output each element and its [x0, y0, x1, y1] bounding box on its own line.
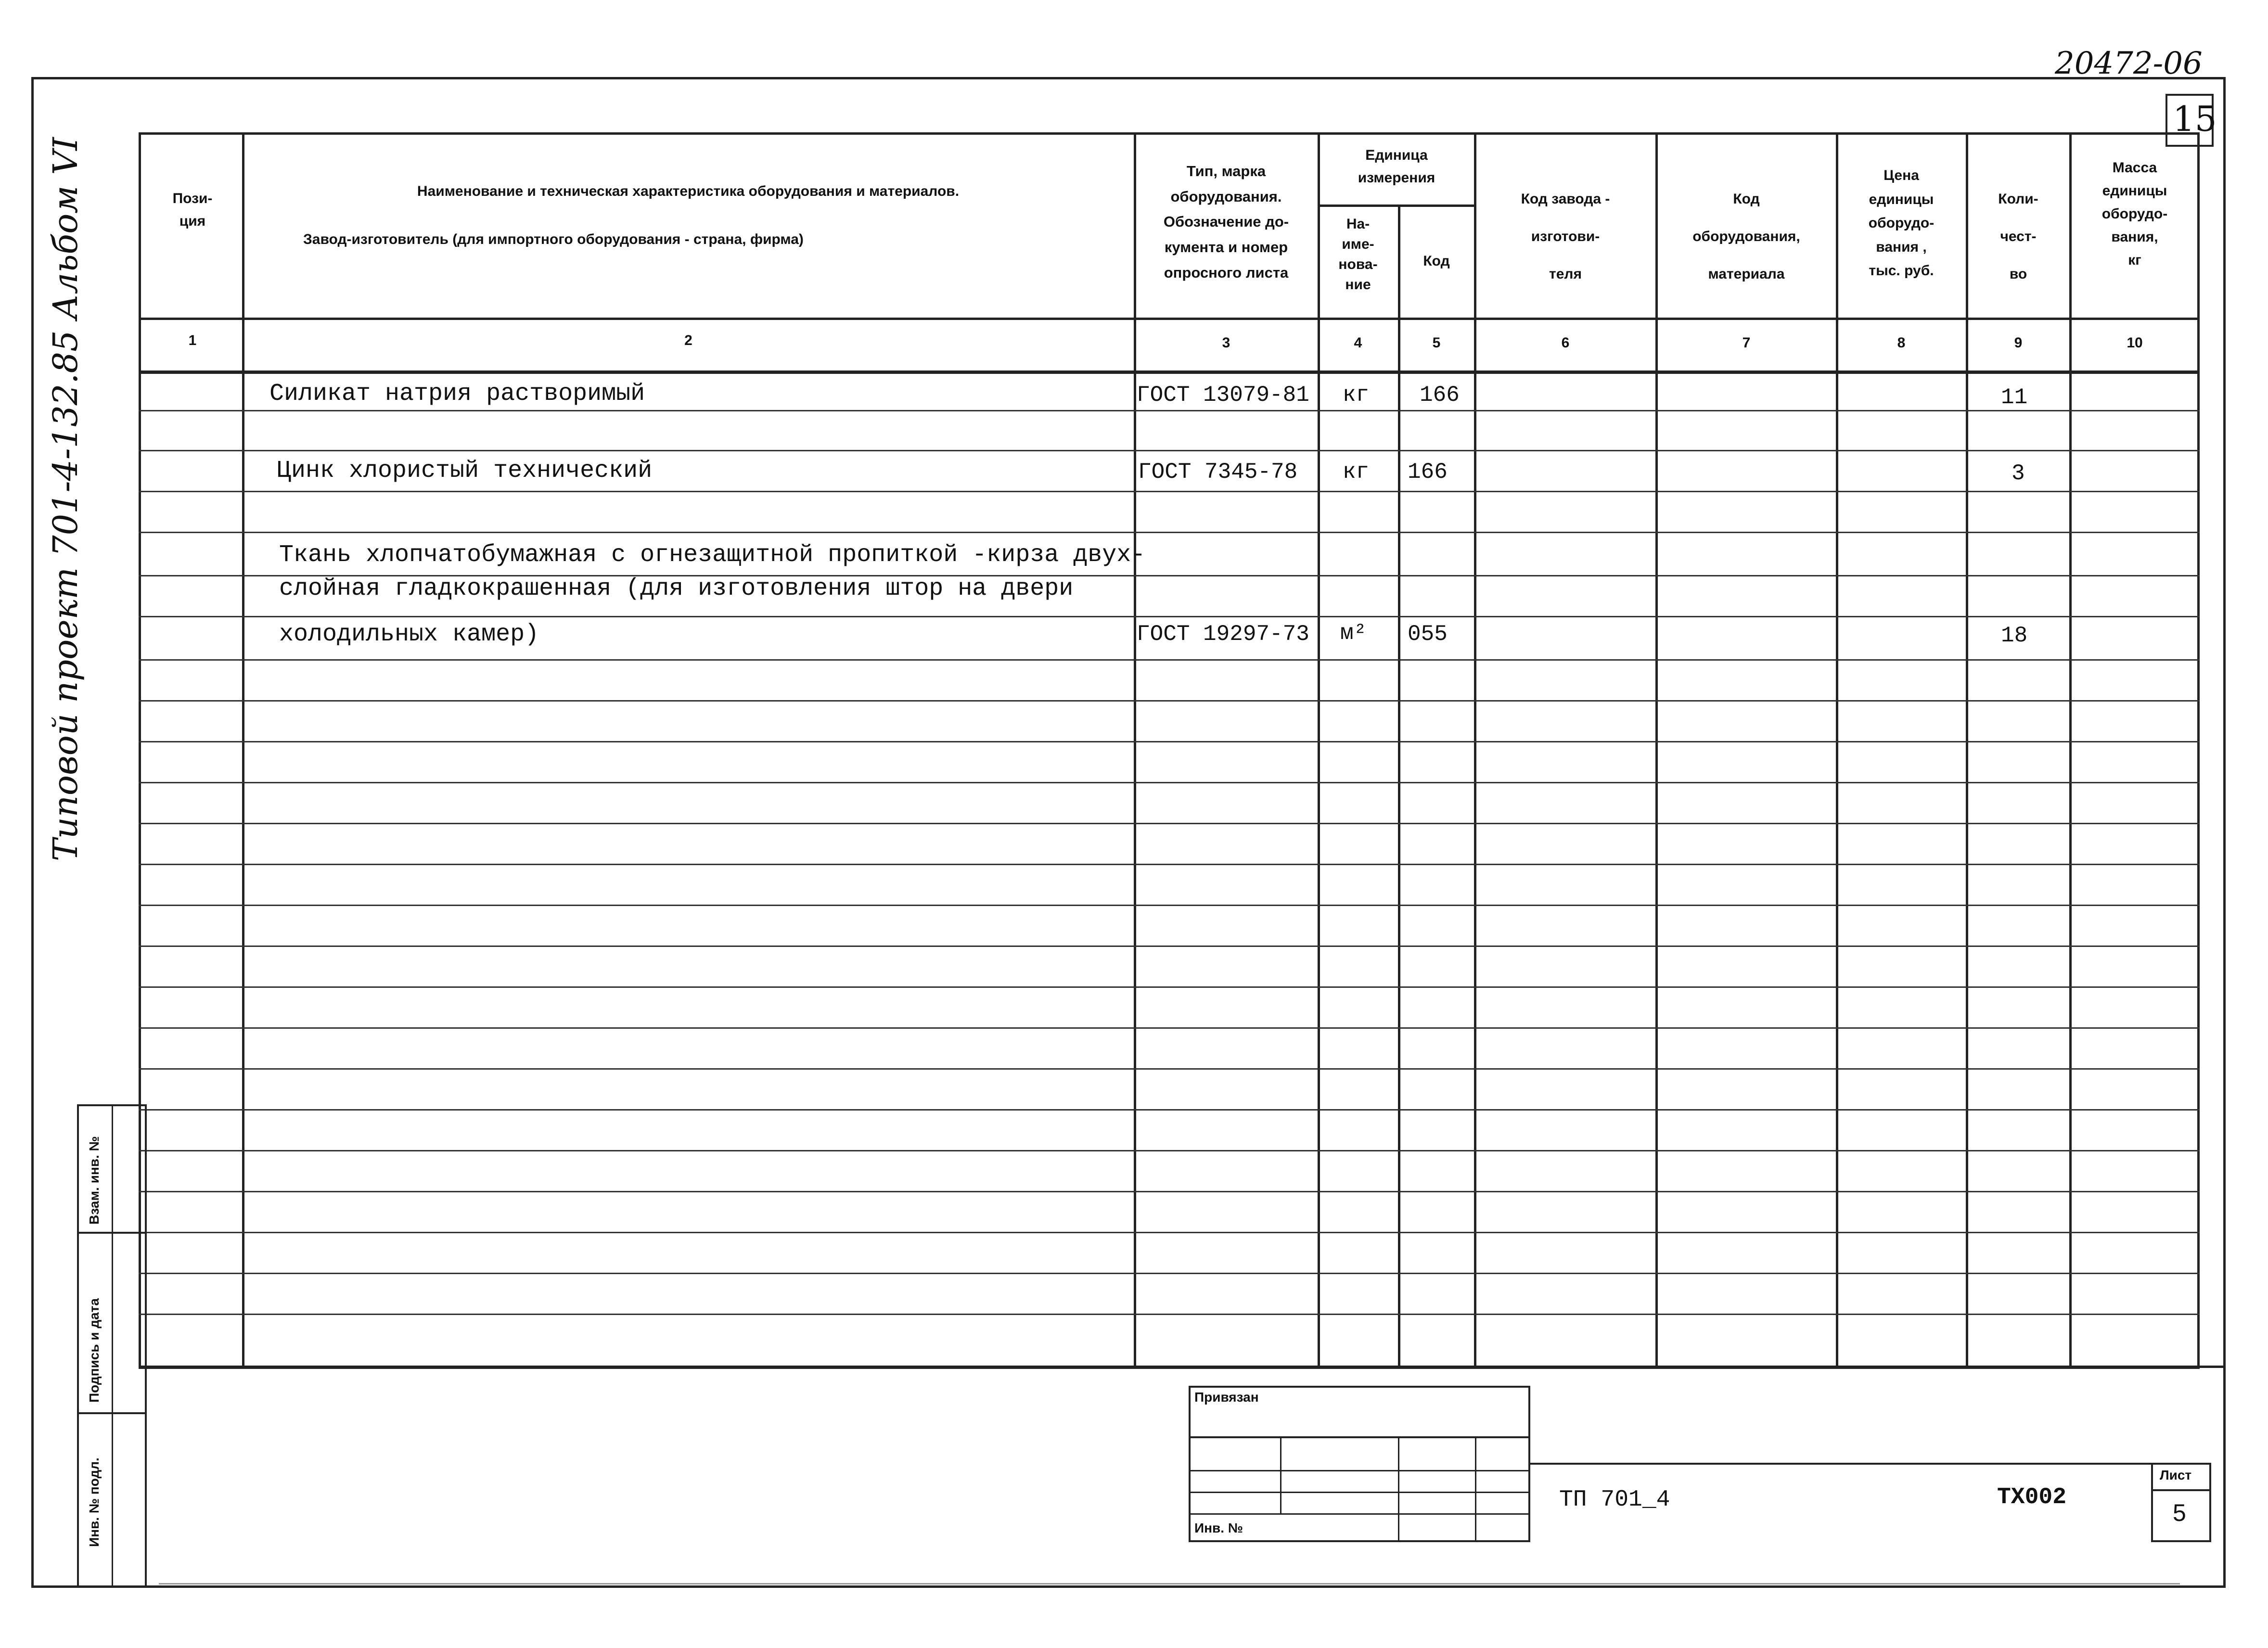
stamp-podpis: Подпись и дата [87, 1298, 102, 1403]
corner-note: 20472-06 [2055, 46, 2203, 81]
row1-qty: 11 [2001, 385, 2028, 410]
header-name-line2: Завод-изготовитель (для импортного оборудования - страна, фирма) [303, 231, 804, 247]
privyazan-label: Привязан [1194, 1390, 1259, 1405]
code-strip-line [1530, 1463, 2151, 1465]
header-type: Тип, марка оборудования. Обозначение до- кумента и номер опросного листа [1163, 163, 1289, 281]
row2-name: Цинк хлористый технический [277, 457, 653, 485]
row-line [139, 532, 2200, 533]
left-stamp-line [77, 1412, 147, 1414]
row1-name: Силикат натрия растворимый [269, 380, 645, 408]
row2-code: 166 [1408, 460, 1448, 485]
header-plant-code: Код завода - изготови- теля [1521, 191, 1610, 282]
row-line [139, 1109, 2200, 1111]
header-unit-group: Единица измерения [1358, 147, 1435, 186]
side-project-note: Типовой проект 701-4-132.85 Альбом VI [46, 137, 85, 861]
left-stamp-line [77, 1232, 147, 1234]
header-price: Цена единицы оборудо- вания , тыс. руб. [1868, 167, 1935, 279]
row-line [139, 986, 2200, 988]
row2-qty: 3 [2012, 461, 2025, 486]
header-unit-name: На- име- нова- ние [1338, 216, 1378, 293]
col-line [1398, 204, 1400, 1369]
colnum-6: 6 [1561, 335, 1570, 351]
row-line [139, 410, 2200, 411]
row-line [139, 700, 2200, 702]
row-line [139, 1068, 2200, 1070]
row-line [139, 659, 2200, 661]
sheet-label: Лист [2160, 1468, 2192, 1482]
privyazan-col [1398, 1436, 1399, 1542]
colnum-7: 7 [1742, 335, 1751, 351]
row3-code: 055 [1408, 622, 1448, 647]
row-line [139, 905, 2200, 906]
header-mass: Масса единицы оборудо- вания, кг [2101, 160, 2168, 268]
row1-doc: ГОСТ 13079-81 [1137, 383, 1309, 408]
row2-doc: ГОСТ 7345-78 [1138, 460, 1298, 485]
colnum-1: 1 [188, 332, 197, 348]
row3-name-line1: Ткань хлопчатобумажная с огнезащитной пропиткой -кирза двух- [279, 541, 1146, 569]
row1-unit: кг [1343, 383, 1370, 408]
row-line [139, 741, 2200, 742]
row2-unit: кг [1343, 460, 1370, 485]
sheet-number: 5 [2173, 1499, 2186, 1526]
row-line [139, 616, 2200, 617]
title-block-top [139, 1366, 2226, 1368]
privyazan-col [1475, 1436, 1476, 1542]
header-equipment-code: Код оборудования, материала [1692, 191, 1800, 282]
doc-code: ТХ002 [1997, 1484, 2067, 1510]
row-line [139, 450, 2200, 451]
header-position: Пози- ция [172, 191, 213, 229]
colnum-5: 5 [1432, 335, 1441, 351]
row3-name-line3: холодильных камер) [279, 621, 539, 648]
unit-group-divider [1318, 204, 1476, 207]
row3-unit: м² [1340, 621, 1367, 646]
privyazan-line [1189, 1492, 1530, 1493]
row-line [139, 1314, 2200, 1315]
header-bottom [139, 370, 2200, 374]
header-unit-code: Код [1423, 253, 1450, 269]
project-code: ТП 701_4 [1559, 1487, 1670, 1513]
sheet-corner-number: 15 [2173, 99, 2217, 139]
privyazan-line [1189, 1470, 1530, 1471]
row-line [139, 1232, 2200, 1233]
header-quantity: Коли- чест- во [1998, 191, 2038, 282]
privyazan-line [1189, 1513, 1530, 1515]
row-line [139, 945, 2200, 947]
row-line [139, 491, 2200, 492]
colnum-10: 10 [2127, 335, 2143, 351]
row-line [139, 823, 2200, 824]
row-line [139, 1191, 2200, 1192]
colnum-8: 8 [1897, 335, 1906, 351]
scan-edge [159, 1583, 2180, 1584]
row-line [139, 782, 2200, 783]
row-line [139, 1150, 2200, 1151]
sheet-number-divider [2151, 1489, 2211, 1491]
privyazan-box [1189, 1386, 1530, 1542]
row-line [139, 1273, 2200, 1274]
row-line [139, 864, 2200, 865]
privyazan-col [1280, 1436, 1281, 1513]
privyazan-line [1189, 1436, 1530, 1438]
colnum-9: 9 [2014, 335, 2023, 351]
header-divider [139, 318, 2200, 320]
header-name-line1: Наименование и техническая характеристика оборудования и материалов. [417, 183, 960, 199]
colnum-2: 2 [684, 332, 692, 348]
row1-code: 166 [1420, 383, 1460, 408]
row3-doc: ГОСТ 19297-73 [1137, 622, 1309, 647]
stamp-inv-podl: Инв. № подл. [87, 1457, 102, 1547]
colnum-3: 3 [1222, 335, 1230, 351]
row3-name-line2: слойная гладкокрашенная (для изготовления штор на двери [279, 575, 1074, 602]
inv-no-label: Инв. № [1194, 1520, 1243, 1535]
row3-qty: 18 [2001, 623, 2028, 648]
colnum-4: 4 [1354, 335, 1362, 351]
stamp-vzam: Взам. инв. № [87, 1136, 102, 1225]
row-line [139, 1027, 2200, 1029]
left-stamp-divider [112, 1104, 113, 1588]
